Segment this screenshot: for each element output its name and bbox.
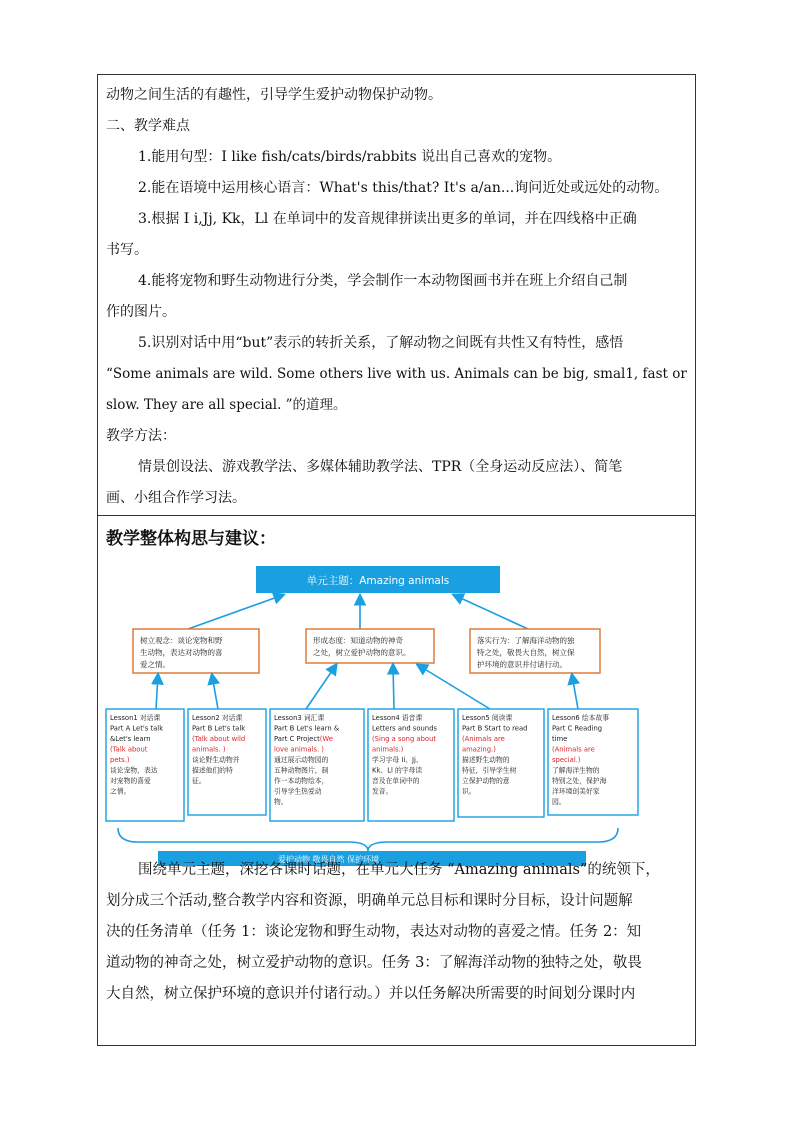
lesson-part: Part B Let's talk <box>192 724 246 733</box>
lesson-topic: special.) <box>552 756 581 764</box>
action-text: 护环境的意识并付诸行动。 <box>477 660 567 669</box>
difficulty-item-5-cont: “Some animals are wild. Some others live with us. Animals can be big, smal1, fast or <box>106 366 687 382</box>
document-table <box>97 74 696 1046</box>
concept-text: 爱之情。 <box>140 660 170 669</box>
difficulty-item-3-cont: 书写。 <box>106 242 148 258</box>
lesson-title: Lesson5 阅读课 <box>462 714 513 722</box>
unit-structure-diagram <box>98 546 695 866</box>
design-cell <box>98 516 695 1045</box>
arrow <box>306 665 336 709</box>
difficulty-item-3: 3.根据 I i,Jj, Kk，Ll 在单词中的发音规律拼读出更多的单词，并在四线格中正确 <box>138 211 637 227</box>
lesson-title: Lesson4 语音课 <box>372 714 423 722</box>
bracket <box>118 828 618 851</box>
lesson-part: Part C Reading <box>552 724 603 733</box>
attitude-box <box>306 629 434 663</box>
lesson-title: Lesson6 绘本故事 <box>552 714 610 722</box>
summary-line: 划分成三个活动,整合教学内容和资源，明确单元总目标和课时分目标，设计问题解 <box>106 893 633 909</box>
lesson-desc: 通过展示动物园的 <box>274 756 329 764</box>
summary-line: 道动物的神奇之处，树立爱护动物的意识。任务 3：了解海洋动物的独特之处，敬畏 <box>106 955 642 971</box>
lesson-desc: 物。 <box>274 798 288 806</box>
lesson-part: Part A Let's talk <box>110 724 164 733</box>
arrow <box>156 675 158 709</box>
lesson-title: Lesson3 词汇课 <box>274 714 325 722</box>
lesson-topic: (Animals are <box>462 735 505 743</box>
lesson-topic: (Talk about <box>110 745 148 754</box>
difficulty-cell <box>98 75 695 516</box>
lesson-topic: love animals. ) <box>274 745 324 754</box>
lesson-part: Part B Let's learn & <box>274 724 340 733</box>
lesson-topic: animals. ) <box>192 745 226 754</box>
lesson-desc: 谈论野生动物并 <box>192 756 240 764</box>
lesson-desc: 学习字母 Ii、Jj、 <box>372 756 423 764</box>
lesson-desc: 发音。 <box>372 787 393 796</box>
lesson-part: Part C Project(We <box>274 735 333 743</box>
attitude-text: 之处，树立爱护动物的意识。 <box>313 648 411 657</box>
lesson-title: Lesson2 对话课 <box>192 714 243 722</box>
arrow <box>212 675 218 709</box>
lesson-topic: (We <box>319 735 333 743</box>
lesson-desc: 了解海洋生物的 <box>552 766 600 775</box>
difficulty-item-5-end: slow. They are all special. ”的道理。 <box>106 397 347 413</box>
difficulty-item-2: 2.能在语境中运用核心语言：What's this/that? It's a/an...询问近处或远处的动物。 <box>138 180 669 196</box>
lesson-desc: 引导学生热爱动 <box>274 787 322 796</box>
difficulty-item-5: 5.识别对话中用“but”表示的转折关系，了解动物之间既有共性又有特性，感悟 <box>138 335 624 351</box>
lesson-part: Letters and sounds <box>372 724 437 733</box>
difficulty-item-4-cont: 作的图片。 <box>106 304 176 320</box>
lesson-desc: 特征，引导学生树 <box>462 766 517 775</box>
lesson-desc: 描述他们的特 <box>192 766 233 775</box>
lesson-desc: 识。 <box>462 787 476 796</box>
lesson-topic: (Animals are <box>552 745 595 754</box>
lesson-topic: pets.) <box>110 756 130 764</box>
lesson-title: Lesson1 对话课 <box>110 714 161 722</box>
arrow <box>572 675 578 709</box>
lesson-topic: amazing.) <box>462 745 496 754</box>
lesson-desc: 五种动物图片，制 <box>274 766 329 775</box>
arrow <box>454 595 528 629</box>
lesson-part: Part B Start to read <box>462 724 528 733</box>
action-text: 落实行为：了解海洋动物的独 <box>477 636 575 645</box>
lesson-topic: (Sing a song about <box>372 735 437 743</box>
lesson-desc: 之情。 <box>110 787 131 796</box>
concept-text: 生动物，表达对动物的喜 <box>140 648 223 657</box>
difficulty-item-1: 1.能用句型：I like fish/cats/birds/rabbits 说出自己喜欢的宠物。 <box>138 149 562 165</box>
lesson-part: time <box>552 735 568 743</box>
text-line: 动物之间生活的有趣性，引导学生爱护动物保护动物。 <box>106 87 442 103</box>
lesson-desc: 作一本动物绘本， <box>274 777 329 785</box>
lesson-desc: 对宠物的喜爱 <box>110 777 151 785</box>
concept-text: 树立观念：谈论宠物和野 <box>140 636 223 645</box>
lesson-desc: 谈论宠物，表达 <box>110 766 158 775</box>
lesson-desc: 描述野生动物的 <box>462 756 510 764</box>
summary-line: 围绕单元主题，深挖各课时话题，在单元大任务 “Amazing animals”的统领下， <box>138 862 660 878</box>
heading-difficulty: 二、教学难点 <box>106 118 190 134</box>
lesson-topic: animals.) <box>372 745 404 754</box>
lesson-topic: (Talk about wild <box>192 735 246 743</box>
lesson-desc: 音及在单词中的 <box>372 777 420 785</box>
lesson-desc: 立保护动物的意 <box>462 777 510 785</box>
attitude-text: 形成态度：知道动物的神奇 <box>313 636 403 645</box>
lesson-desc: 征。 <box>192 777 206 785</box>
arrow <box>393 665 394 709</box>
design-heading: 教学整体构思与建议： <box>106 529 276 549</box>
lesson-desc: 洋环境创美好家 <box>552 787 600 796</box>
summary-line: 大自然，树立保护环境的意识并付诸行动。）并以任务解决所需要的时间划分课时内 <box>106 986 636 1002</box>
bottom-theme: 爱护动物 敬畏自然 保护环境 <box>278 855 380 864</box>
lesson-desc: 特别之处，保护海 <box>552 777 607 785</box>
method-line-cont: 画、小组合作学习法。 <box>106 490 246 506</box>
difficulty-item-4: 4.能将宠物和野生动物进行分类，学会制作一本动物图画书并在班上介绍自己制 <box>138 273 628 289</box>
unit-title: 单元主题：Amazing animals <box>306 575 450 587</box>
lesson-part: &Let's learn <box>110 735 151 743</box>
lesson-desc: Kk、Ll 的字母读 <box>372 766 423 775</box>
action-text: 特之处，敬畏大自然，树立保 <box>477 648 575 657</box>
lesson-desc: 园。 <box>552 798 566 806</box>
heading-method: 教学方法： <box>106 428 176 444</box>
summary-line: 决的任务清单（任务 1：谈论宠物和野生动物，表达对动物的喜爱之情。任务 2：知 <box>106 924 642 940</box>
method-line: 情景创设法、游戏教学法、多媒体辅助教学法、TPR（全身运动反应法）、简笔 <box>138 459 623 475</box>
arrow <box>188 595 283 629</box>
